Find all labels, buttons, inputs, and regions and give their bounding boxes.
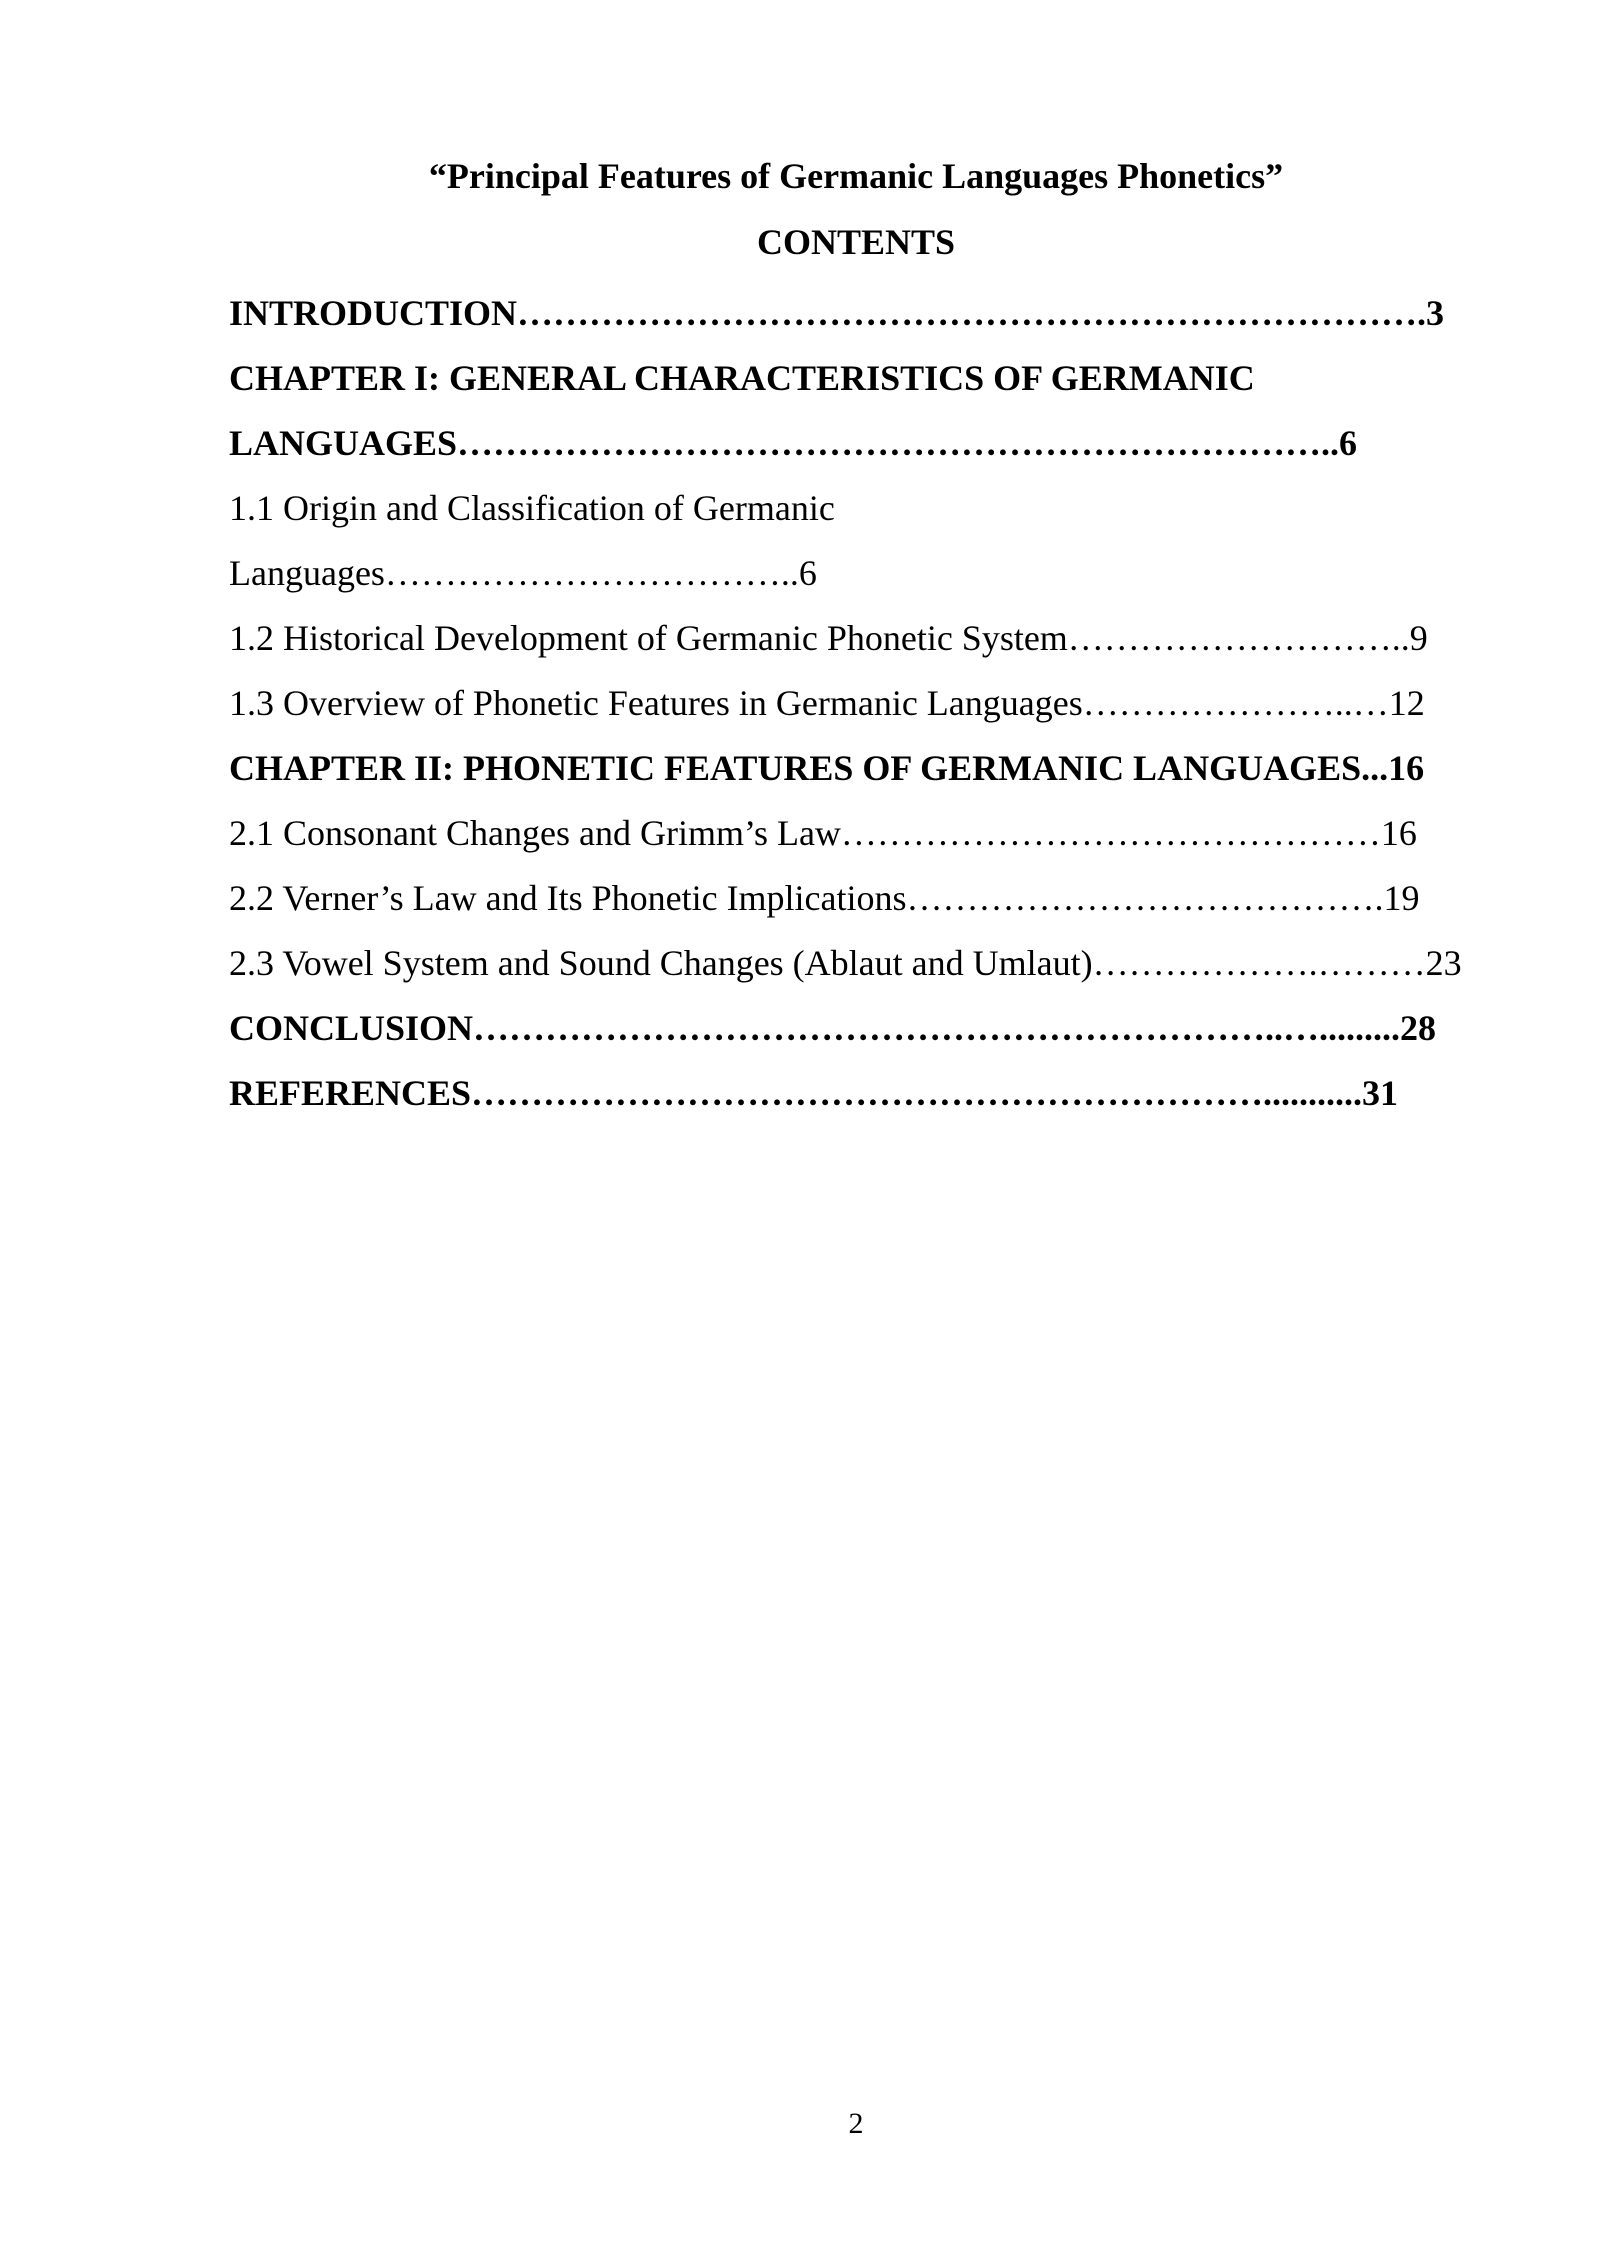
toc-entry-1-2: 1.2 Historical Development of Germanic Phonetic System………………………..9 bbox=[229, 618, 1428, 658]
toc-entry-conclusion: CONCLUSION…………………………………………………………..….........28 bbox=[229, 1008, 1437, 1048]
toc-entry-introduction: INTRODUCTION………………………………………………………………….3 bbox=[229, 293, 1445, 333]
toc-entry-references: REFERENCES…………………………………………………………...........31 bbox=[229, 1073, 1399, 1113]
toc-entry-2-1: 2.1 Consonant Changes and Grimm’s Law………………………………………16 bbox=[229, 813, 1417, 853]
page-number: 2 bbox=[848, 2107, 864, 2140]
toc-entry-1-1-line-2: Languages……………………………..6 bbox=[229, 553, 817, 593]
toc-entry-1-3: 1.3 Overview of Phonetic Features in Germanic Languages…………………..…12 bbox=[229, 683, 1425, 723]
table-of-contents bbox=[229, 281, 1529, 1126]
toc-entry-chapter-1-line-2: LANGUAGES………………………………………………………………..6 bbox=[229, 423, 1358, 463]
document-title: “Principal Features of Germanic Languages Phonetics” bbox=[428, 156, 1284, 196]
toc-entry-chapter-2: CHAPTER II: PHONETIC FEATURES OF GERMANIC LANGUAGES...16 bbox=[229, 748, 1425, 788]
toc-entry-chapter-1-line-1: CHAPTER I: GENERAL CHARACTERISTICS OF GERMANIC bbox=[229, 358, 1255, 398]
toc-entry-2-3: 2.3 Vowel System and Sound Changes (Ablaut and Umlaut)……………….………23 bbox=[229, 943, 1462, 983]
contents-heading: CONTENTS bbox=[756, 222, 956, 262]
toc-entry-2-2: 2.2 Verner’s Law and Its Phonetic Implications………………………………….19 bbox=[229, 878, 1420, 918]
toc-entry-1-1-line-1: 1.1 Origin and Classification of Germanic bbox=[229, 488, 835, 528]
